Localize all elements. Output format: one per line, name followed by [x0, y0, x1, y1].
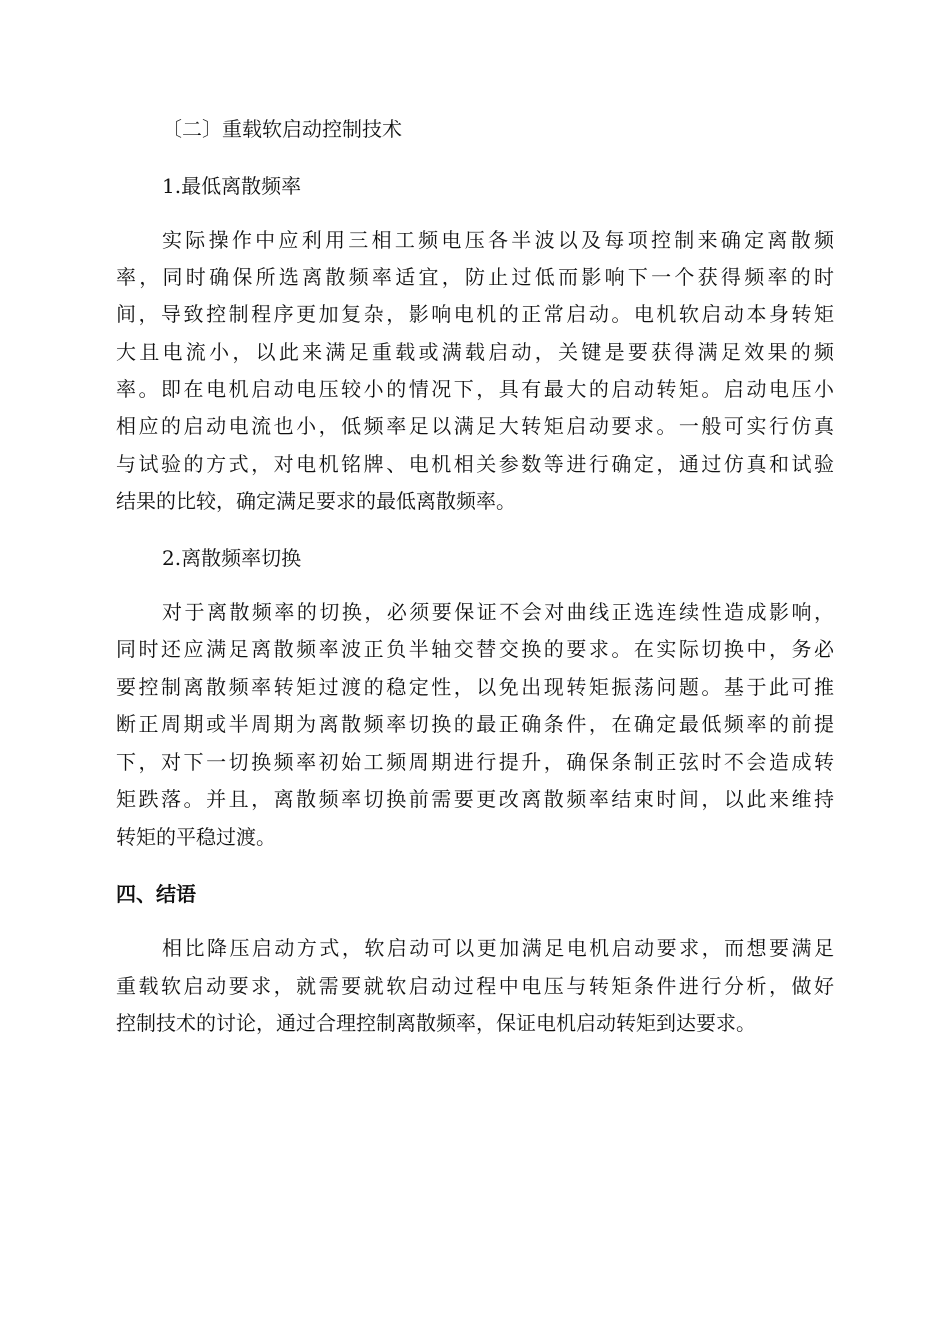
- section-heading: 〔二〕重载软启动控制技术: [162, 117, 402, 141]
- subheading-frequency-switching: 2.离散频率切换: [162, 546, 302, 570]
- paragraph-2-line: 要控制离散频率转矩过渡的稳定性，以免出现转矩振荡问题。基于此可推: [116, 675, 834, 699]
- paragraph-2-line: 同时还应满足离散频率波正负半轴交替交换的要求。在实际切换中，务必: [116, 637, 834, 661]
- paragraph-2-line: 下，对下一切换频率初始工频周期进行提升，确保条制正弦时不会造成转: [116, 750, 834, 774]
- paragraph-2-line: 断正周期或半周期为离散频率切换的最正确条件，在确定最低频率的前提: [116, 712, 834, 736]
- paragraph-1-line: 间，导致控制程序更加复杂，影响电机的正常启动。电机软启动本身转矩: [116, 302, 834, 326]
- paragraph-3-line: 相比降压启动方式，软启动可以更加满足电机启动要求，而想要满足: [162, 936, 834, 960]
- paragraph-3-line: 控制技术的讨论，通过合理控制离散频率，保证电机启动转矩到达要求。: [116, 1011, 756, 1035]
- conclusion-heading: 四、结语: [116, 882, 196, 906]
- paragraph-1-line: 相应的启动电流也小，低频率足以满足大转矩启动要求。一般可实行仿真: [116, 414, 834, 438]
- paragraph-2-line: 转矩的平稳过渡。: [116, 825, 276, 849]
- paragraph-1-line: 率，同时确保所选离散频率适宜，防止过低而影响下一个获得频率的时: [116, 265, 834, 289]
- paragraph-1-line: 结果的比较，确定满足要求的最低离散频率。: [116, 489, 516, 513]
- paragraph-1-line: 大且电流小，以此来满足重载或满载启动，关键是要获得满足效果的频: [116, 340, 834, 364]
- paragraph-1-line: 率。即在电机启动电压较小的情况下，具有最大的启动转矩。启动电压小: [116, 377, 834, 401]
- paragraph-1-line: 与试验的方式，对电机铭牌、电机相关参数等进行确定，通过仿真和试验: [116, 452, 834, 476]
- paragraph-1-line: 实际操作中应利用三相工频电压各半波以及每项控制来确定离散频: [162, 228, 834, 252]
- subheading-min-frequency: 1.最低离散频率: [162, 174, 302, 198]
- paragraph-3-line: 重载软启动要求，就需要就软启动过程中电压与转矩条件进行分析，做好: [116, 974, 834, 998]
- paragraph-2-line: 对于离散频率的切换，必须要保证不会对曲线正选连续性造成影响，: [162, 600, 834, 624]
- paragraph-2-line: 矩跌落。并且，离散频率切换前需要更改离散频率结束时间，以此来维持: [116, 787, 834, 811]
